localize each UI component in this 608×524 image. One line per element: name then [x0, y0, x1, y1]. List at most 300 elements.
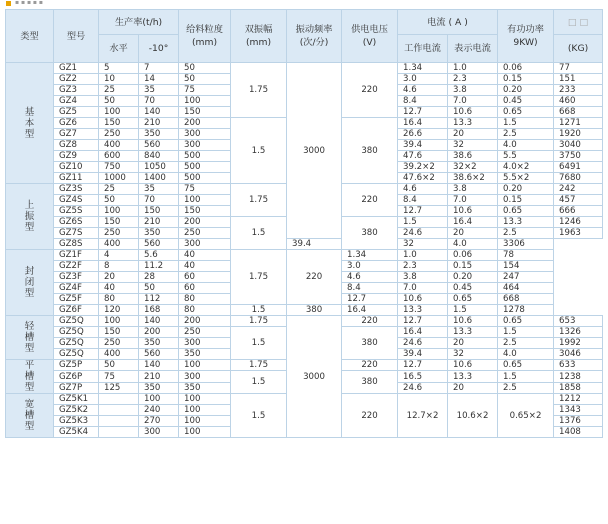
ind-current-cell: 20: [448, 338, 498, 349]
ind-current-cell: 13.3: [448, 371, 498, 383]
power-cell: 4.0: [498, 349, 554, 360]
power-cell: 0.65: [498, 107, 554, 118]
feed-cell: 75: [179, 85, 231, 96]
header-supply-voltage: [342, 10, 398, 63]
ind-current-cell: 7.0: [398, 283, 448, 294]
feed-cell: 100: [179, 405, 231, 416]
power-cell: 1.5: [498, 371, 554, 383]
feed-cell: 60: [179, 283, 231, 294]
voltage-cell: 220: [342, 184, 398, 217]
capacity-d-cell: 28: [139, 272, 179, 283]
feed-cell: 40: [179, 261, 231, 272]
capacity-d-cell: 50: [139, 283, 179, 294]
capacity-h-cell: 100: [99, 316, 139, 327]
capacity-d-cell: 200: [139, 327, 179, 338]
header-weight-unit: (KG): [554, 35, 603, 63]
feed-cell: 250: [179, 327, 231, 338]
capacity-h-cell: 250: [99, 228, 139, 239]
power-cell: 13.3: [498, 217, 554, 228]
capacity-d-cell: 350: [139, 383, 179, 394]
feed-cell: 40: [179, 250, 231, 261]
work-current-cell: 8.4: [398, 195, 448, 206]
power-cell: 0.65×2: [498, 394, 554, 438]
ind-current-cell: 10.6: [398, 294, 448, 305]
model-cell: GZ6: [54, 118, 99, 129]
amplitude-cell: 1.5: [231, 118, 287, 184]
feed-cell: 300: [179, 129, 231, 140]
header-weight-top: □ □: [554, 10, 603, 35]
voltage-cell: 380: [342, 118, 398, 184]
voltage-cell: 220: [342, 316, 398, 327]
work-current-cell: 1.34: [342, 250, 398, 261]
work-current-cell: 24.6: [398, 338, 448, 349]
model-cell: GZ2F: [54, 261, 99, 272]
capacity-d-cell: 1050: [139, 162, 179, 173]
feed-cell: 200: [179, 316, 231, 327]
capacity-h-cell: 150: [99, 327, 139, 338]
work-current-cell: 1.5: [398, 217, 448, 228]
feed-cell: 300: [179, 338, 231, 349]
work-current-cell: 12.7: [398, 206, 448, 217]
header-feed-size-text: 给料粒度 (mm): [186, 24, 223, 48]
feed-cell: 500: [179, 162, 231, 173]
capacity-h-cell: 125: [99, 383, 139, 394]
amplitude-cell: 1.75: [231, 316, 287, 327]
amplitude-cell: 1.5: [231, 327, 287, 360]
model-cell: GZ2: [54, 74, 99, 85]
ind-current-cell: 7.0: [448, 96, 498, 107]
weight-cell: 6491: [554, 162, 603, 173]
category-label: 平槽型: [24, 360, 35, 393]
work-current-cell: 24.6: [398, 228, 448, 239]
power-cell: 0.06: [498, 63, 554, 74]
work-current-cell: 16.4: [342, 305, 398, 316]
feed-cell: 100: [179, 195, 231, 206]
weight-cell: 1343: [554, 405, 603, 416]
header-capacity-horizontal: 水平: [99, 35, 139, 63]
model-cell: GZ7: [54, 129, 99, 140]
capacity-d-cell: 11.2: [139, 261, 179, 272]
power-cell: 0.15: [498, 195, 554, 206]
capacity-h-cell: 50: [99, 360, 139, 371]
feed-cell: 100: [179, 427, 231, 438]
capacity-d-cell: 35: [139, 85, 179, 96]
capacity-h-cell: 5: [99, 63, 139, 74]
capacity-d-cell: 840: [139, 151, 179, 162]
work-current-cell: 12.7: [398, 360, 448, 371]
feed-cell: 200: [179, 217, 231, 228]
header-vibration-frequency-text: 振动频率 (次/分): [295, 24, 333, 48]
table-row: [6, 250, 603, 261]
capacity-d-cell: 14: [139, 74, 179, 85]
model-cell: GZ3S: [54, 184, 99, 195]
header-capacity: 生产率(t/h): [99, 10, 179, 35]
feed-cell: 100: [179, 360, 231, 371]
capacity-d-cell: 560: [139, 140, 179, 151]
feed-cell: 50: [179, 74, 231, 85]
capacity-h-cell: 25: [99, 184, 139, 195]
title-strip: [6, 0, 66, 6]
ind-current-cell: 10.6: [448, 316, 498, 327]
model-cell: GZ6F: [54, 305, 99, 316]
capacity-h-cell: 750: [99, 162, 139, 173]
table-row: [6, 316, 603, 327]
capacity-d-cell: 350: [139, 228, 179, 239]
feed-cell: 250: [179, 228, 231, 239]
category-label: 上振型: [24, 200, 35, 233]
weight-cell: 233: [554, 85, 603, 96]
capacity-h-cell: [99, 394, 139, 405]
model-cell: GZ5S: [54, 206, 99, 217]
power-cell: 4.0: [498, 140, 554, 151]
weight-cell: 247: [498, 272, 554, 283]
power-cell: 2.5: [498, 338, 554, 349]
voltage-cell: 380: [342, 217, 398, 250]
ind-current-cell: 2.3: [448, 74, 498, 85]
voltage-cell: 380: [342, 327, 398, 360]
model-cell: GZ11: [54, 173, 99, 184]
capacity-d-cell: 210: [139, 217, 179, 228]
capacity-d-cell: 350: [139, 129, 179, 140]
capacity-h-cell: 40: [99, 283, 139, 294]
category-cell: [6, 250, 54, 316]
power-cell: 0.65: [448, 294, 498, 305]
capacity-h-cell: 400: [99, 140, 139, 151]
weight-cell: 1920: [554, 129, 603, 140]
bullet-icon: [6, 1, 11, 6]
work-current-cell: 47.6×2: [398, 173, 448, 184]
capacity-h-cell: [99, 405, 139, 416]
capacity-h-cell: 20: [99, 272, 139, 283]
capacity-h-cell: 120: [99, 305, 139, 316]
capacity-d-cell: 150: [139, 206, 179, 217]
capacity-h-cell: 250: [99, 338, 139, 349]
capacity-d-cell: 168: [139, 305, 179, 316]
work-current-cell: 12.7×2: [398, 394, 448, 438]
model-cell: GZ5K4: [54, 427, 99, 438]
model-cell: GZ5K1: [54, 394, 99, 405]
power-cell: 0.06: [448, 250, 498, 261]
work-current-cell: 39.4: [398, 140, 448, 151]
voltage-cell: 220: [287, 250, 342, 305]
weight-cell: 668: [554, 107, 603, 118]
ind-current-cell: 3.8: [448, 85, 498, 96]
amplitude-cell: 1.75: [231, 250, 287, 305]
weight-cell: 1408: [554, 427, 603, 438]
feed-cell: 300: [179, 371, 231, 383]
ind-current-cell: 13.3: [448, 327, 498, 338]
capacity-d-cell: 5.6: [139, 250, 179, 261]
weight-cell: 668: [498, 294, 554, 305]
capacity-d-cell: 210: [139, 371, 179, 383]
model-cell: GZ3F: [54, 272, 99, 283]
work-current-cell: 4.6: [398, 184, 448, 195]
power-cell: 0.65: [498, 206, 554, 217]
table-row: [6, 63, 603, 74]
header-active-power: [498, 10, 554, 63]
model-cell: GZ5Q: [54, 327, 99, 338]
model-cell: GZ4: [54, 96, 99, 107]
feed-cell: 300: [179, 140, 231, 151]
ind-current-cell: 10.6×2: [448, 394, 498, 438]
power-cell: 0.20: [498, 85, 554, 96]
ind-current-cell: 1.0: [398, 250, 448, 261]
power-cell: 2.5: [498, 383, 554, 394]
feed-cell: 100: [179, 96, 231, 107]
capacity-h-cell: [99, 416, 139, 427]
capacity-h-cell: 80: [99, 294, 139, 305]
category-label: 基本型: [24, 106, 35, 140]
power-cell: 0.15: [448, 261, 498, 272]
power-cell: 0.45: [448, 283, 498, 294]
model-cell: GZ6P: [54, 371, 99, 383]
feed-cell: 300: [179, 239, 231, 250]
work-current-cell: 39.2×2: [398, 162, 448, 173]
power-cell: 1.5: [498, 327, 554, 338]
capacity-d-cell: 140: [139, 316, 179, 327]
capacity-h-cell: 25: [99, 85, 139, 96]
work-current-cell: 39.4: [398, 349, 448, 360]
header-model: 型号: [54, 10, 99, 63]
weight-cell: 151: [554, 74, 603, 85]
model-cell: GZ3: [54, 85, 99, 96]
weight-cell: 78: [498, 250, 554, 261]
feed-cell: 80: [179, 294, 231, 305]
capacity-d-cell: 140: [139, 360, 179, 371]
ind-current-cell: 1.0: [448, 63, 498, 74]
power-cell: 1.5: [498, 118, 554, 129]
capacity-d-cell: 70: [139, 96, 179, 107]
capacity-d-cell: 270: [139, 416, 179, 427]
weight-cell: 464: [498, 283, 554, 294]
category-cell: [6, 63, 54, 184]
amplitude-cell: 1.75: [231, 184, 287, 217]
weight-cell: 1963: [554, 228, 603, 239]
model-cell: GZ6S: [54, 217, 99, 228]
work-current-cell: 8.4: [342, 283, 398, 294]
work-current-cell: 16.4: [398, 327, 448, 338]
category-cell: [6, 184, 54, 250]
capacity-h-cell: 400: [99, 239, 139, 250]
capacity-h-cell: 8: [99, 261, 139, 272]
work-current-cell: 16.4: [398, 118, 448, 129]
work-current-cell: 16.5: [398, 371, 448, 383]
weight-cell: 7680: [554, 173, 603, 184]
ind-current-cell: 20: [448, 228, 498, 239]
voltage-cell: 380: [342, 371, 398, 394]
capacity-d-cell: 210: [139, 118, 179, 129]
power-cell: 0.20: [498, 184, 554, 195]
work-current-cell: 39.4: [287, 239, 342, 250]
work-current-cell: 4.6: [342, 272, 398, 283]
header-current: 电流 ( A ): [398, 10, 498, 35]
frequency-cell: 3000: [287, 316, 342, 438]
model-cell: GZ5Q: [54, 349, 99, 360]
ind-current-cell: 20: [448, 129, 498, 140]
model-cell: GZ5F: [54, 294, 99, 305]
weight-cell: 77: [554, 63, 603, 74]
model-cell: GZ5: [54, 107, 99, 118]
capacity-h-cell: 150: [99, 217, 139, 228]
model-cell: GZ5P: [54, 360, 99, 371]
voltage-cell: 220: [342, 63, 398, 118]
ind-current-cell: 2.3: [398, 261, 448, 272]
capacity-h-cell: 150: [99, 118, 139, 129]
ind-current-cell: 13.3: [398, 305, 448, 316]
power-cell: 0.45: [498, 96, 554, 107]
feed-cell: 150: [179, 206, 231, 217]
table-row: [6, 305, 603, 316]
weight-cell: 633: [554, 360, 603, 371]
work-current-cell: 12.7: [342, 294, 398, 305]
ind-current-cell: 13.3: [448, 118, 498, 129]
amplitude-cell: 1.5: [231, 305, 287, 316]
capacity-h-cell: 100: [99, 206, 139, 217]
weight-cell: 3306: [498, 239, 554, 250]
capacity-h-cell: 50: [99, 96, 139, 107]
weight-cell: 1278: [498, 305, 554, 316]
ind-current-cell: 38.6×2: [448, 173, 498, 184]
weight-cell: 3040: [554, 140, 603, 151]
capacity-d-cell: 112: [139, 294, 179, 305]
ind-current-cell: 38.6: [448, 151, 498, 162]
feed-cell: 500: [179, 151, 231, 162]
ind-current-cell: 3.8: [448, 184, 498, 195]
weight-cell: 1326: [554, 327, 603, 338]
model-cell: GZ7P: [54, 383, 99, 394]
capacity-d-cell: 100: [139, 394, 179, 405]
ind-current-cell: 32: [448, 140, 498, 151]
header-category: 类型: [6, 10, 54, 63]
ind-current-cell: 32×2: [448, 162, 498, 173]
header-vibration-frequency: [287, 10, 342, 63]
ind-current-cell: 10.6: [448, 206, 498, 217]
feed-cell: 100: [179, 416, 231, 427]
capacity-h-cell: 250: [99, 129, 139, 140]
voltage-cell: 220: [342, 360, 398, 371]
category-label: 轻槽型: [24, 321, 35, 354]
capacity-h-cell: 4: [99, 250, 139, 261]
feed-cell: 500: [179, 173, 231, 184]
capacity-d-cell: 300: [139, 427, 179, 438]
header-working-current: 工作电流: [398, 35, 448, 63]
header-indicated-current: 表示电流: [448, 35, 498, 63]
amplitude-cell: 1.5: [231, 371, 287, 394]
header-double-amplitude-text: 双振幅 (mm): [244, 24, 273, 48]
model-cell: GZ5Q: [54, 316, 99, 327]
power-cell: 0.65: [498, 360, 554, 371]
power-cell: 4.0×2: [498, 162, 554, 173]
capacity-h-cell: 50: [99, 195, 139, 206]
weight-cell: 3046: [554, 349, 603, 360]
weight-cell: 1992: [554, 338, 603, 349]
work-current-cell: 3.0: [398, 74, 448, 85]
power-cell: 0.15: [498, 74, 554, 85]
power-cell: 5.5: [498, 151, 554, 162]
ind-current-cell: 20: [448, 383, 498, 394]
capacity-h-cell: 75: [99, 371, 139, 383]
weight-cell: 1271: [554, 118, 603, 129]
weight-cell: 666: [554, 206, 603, 217]
work-current-cell: 24.6: [398, 383, 448, 394]
capacity-h-cell: 400: [99, 349, 139, 360]
header-double-amplitude: [231, 10, 287, 63]
weight-cell: 457: [554, 195, 603, 206]
feed-cell: 75: [179, 184, 231, 195]
title-strip-text: ▪ ▪ ▪ ▪ ▪: [15, 0, 43, 6]
work-current-cell: 12.7: [398, 107, 448, 118]
category-label: 宽槽型: [24, 399, 35, 432]
header-supply-voltage-text: 供电电压 (V): [351, 24, 388, 48]
header-active-power-text: 有功功率 9KW): [507, 24, 544, 48]
model-cell: GZ8: [54, 140, 99, 151]
feed-cell: 350: [179, 383, 231, 394]
ind-current-cell: 7.0: [448, 195, 498, 206]
frequency-cell: 3000: [287, 63, 342, 239]
work-current-cell: 8.4: [398, 96, 448, 107]
power-cell: 2.5: [498, 129, 554, 140]
category-cell: [6, 394, 54, 438]
capacity-d-cell: 350: [139, 338, 179, 349]
ind-current-cell: 3.8: [398, 272, 448, 283]
work-current-cell: 12.7: [398, 316, 448, 327]
feed-cell: 100: [179, 394, 231, 405]
power-cell: 2.5: [498, 228, 554, 239]
voltage-cell: 380: [287, 305, 342, 316]
work-current-cell: 1.34: [398, 63, 448, 74]
ind-current-cell: 16.4: [448, 217, 498, 228]
work-current-cell: 4.6: [398, 85, 448, 96]
feed-cell: 60: [179, 272, 231, 283]
model-cell: GZ5K3: [54, 416, 99, 427]
capacity-h-cell: [99, 427, 139, 438]
model-cell: GZ9: [54, 151, 99, 162]
weight-cell: 242: [554, 184, 603, 195]
model-cell: GZ4S: [54, 195, 99, 206]
capacity-d-cell: 1400: [139, 173, 179, 184]
spec-table: [5, 9, 603, 438]
weight-cell: 154: [498, 261, 554, 272]
capacity-d-cell: 7: [139, 63, 179, 74]
weight-cell: 1212: [554, 394, 603, 405]
voltage-cell: 220: [342, 394, 398, 438]
capacity-d-cell: 560: [139, 349, 179, 360]
power-cell: 0.65: [498, 316, 554, 327]
capacity-d-cell: 140: [139, 107, 179, 118]
work-current-cell: 3.0: [342, 261, 398, 272]
weight-cell: 1246: [554, 217, 603, 228]
ind-current-cell: 32: [398, 239, 448, 250]
amplitude-cell: 1.5: [231, 217, 287, 250]
table-row: [6, 239, 603, 250]
weight-cell: 1238: [554, 371, 603, 383]
category-cell: [6, 360, 54, 394]
model-cell: GZ1: [54, 63, 99, 74]
model-cell: GZ8S: [54, 239, 99, 250]
power-cell: 1.5: [448, 305, 498, 316]
feed-cell: 200: [179, 118, 231, 129]
work-current-cell: 47.6: [398, 151, 448, 162]
ind-current-cell: 10.6: [448, 107, 498, 118]
model-cell: GZ4F: [54, 283, 99, 294]
power-cell: 4.0: [448, 239, 498, 250]
capacity-d-cell: 240: [139, 405, 179, 416]
model-cell: GZ5Q: [54, 338, 99, 349]
feed-cell: 150: [179, 107, 231, 118]
capacity-d-cell: 70: [139, 195, 179, 206]
capacity-d-cell: 35: [139, 184, 179, 195]
model-cell: GZ5K2: [54, 405, 99, 416]
